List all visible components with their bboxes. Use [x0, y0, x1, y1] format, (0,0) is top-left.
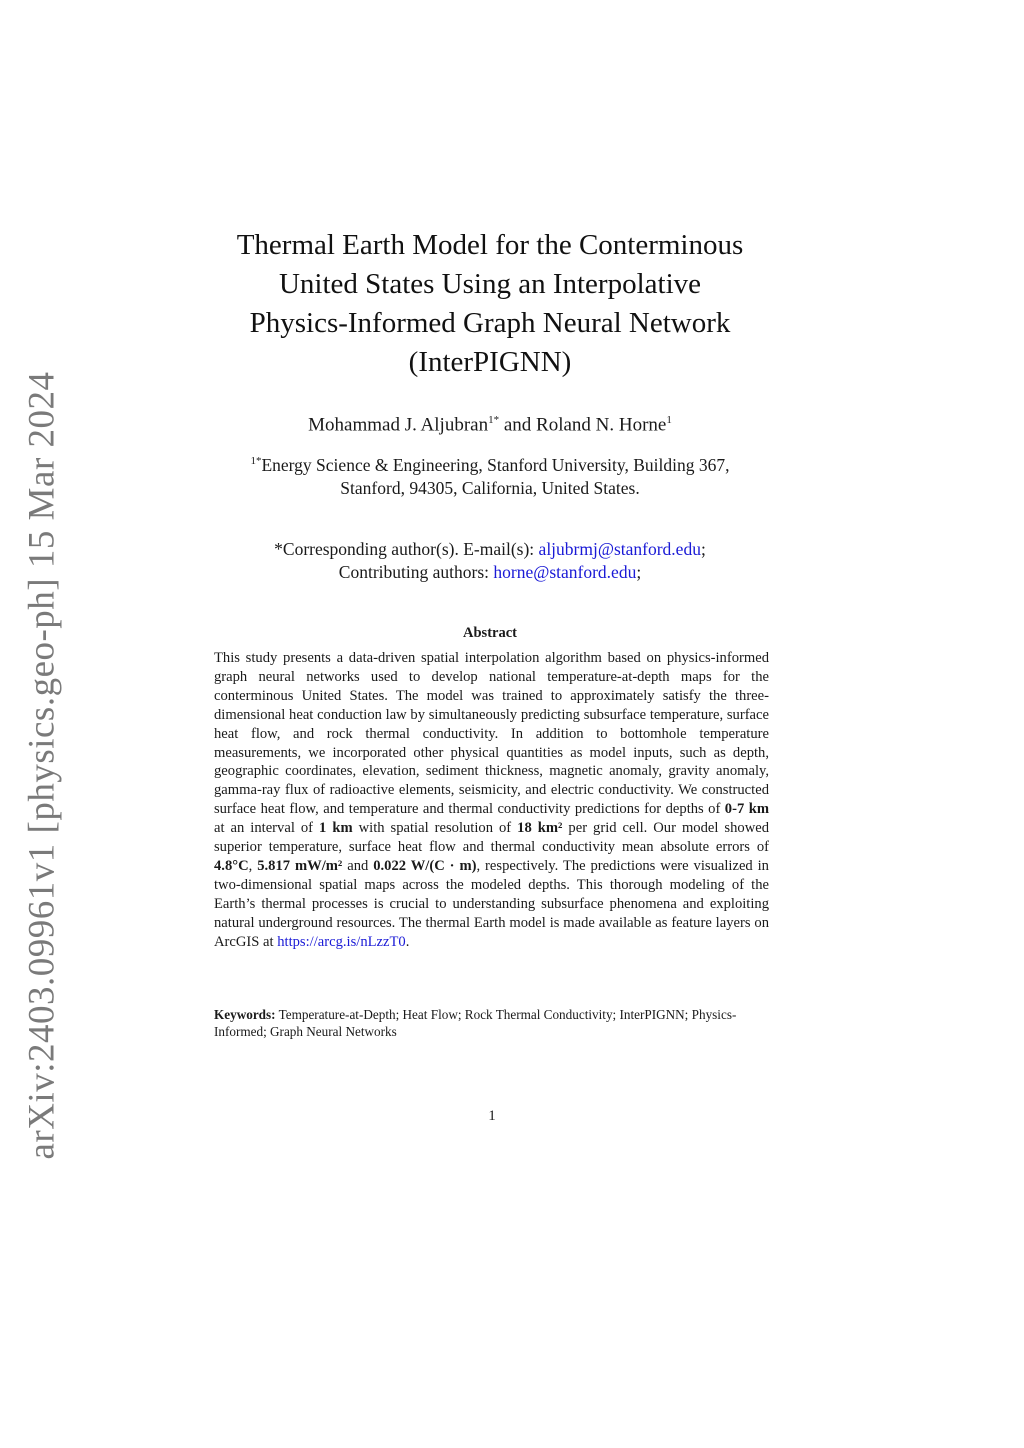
- author-name: Roland N. Horne: [536, 414, 667, 436]
- keywords: [214, 1006, 769, 1040]
- keywords-label: Keywords:: [214, 1007, 276, 1022]
- abstract-interval: 1 km: [319, 820, 353, 837]
- page-number: 1: [488, 1108, 496, 1124]
- keywords-text: Temperature-at-Depth; Heat Flow; Rock Thermal Conductivity; InterPIGNN; Physics-Informed; Graph Neural Networks: [214, 1007, 737, 1039]
- abstract-text: at an interval of: [214, 820, 314, 837]
- separator: ;: [636, 562, 642, 582]
- abstract-temperature-error: 4.8°C: [214, 857, 249, 874]
- abstract-text: and: [347, 857, 369, 874]
- affiliation-mark: 1*: [250, 455, 262, 467]
- contributing-label: Contributing authors:: [338, 562, 489, 582]
- affiliation: [205, 450, 775, 500]
- abstract-depths: 0-7 km: [724, 801, 769, 818]
- abstract-comma: ,: [248, 857, 253, 874]
- separator: ;: [700, 539, 706, 559]
- author-conjunction: and: [503, 414, 532, 436]
- title-line-2: United States Using an Interpolative: [278, 268, 701, 300]
- affiliation-line-2: Stanford, 94305, California, United States.: [340, 477, 640, 498]
- title-line-3: Physics-Informed Graph Neural Network: [249, 307, 731, 339]
- arxiv-sidebar-stamp: [2, 370, 82, 1160]
- contributing-email-link[interactable]: horne@stanford.edu: [493, 562, 637, 582]
- author-list: [200, 414, 780, 436]
- abstract-text: This study presents a data-driven spatial interpolation algorithm based on physics-informed graph neural networks used to develop national temperature-at-depth maps for the conterminous United States. The model was trained to approximately satisfy the three-dimensional heat conduction law by simultaneously predicting subsurface temperature, surface heat flow, and rock thermal conductivity. In addition to bottomhole temperature measurements, we incorporated other physical quantities as model inputs, such as depth, geographic coordinates, elevation, sediment thickness, magnetic anomaly, gravity anomaly, gamma-ray flux of radioactive elements, seismicity, and electric conductivity. We constructed surface heat flow, and temperature and thermal conductivity predictions for depths of: [214, 650, 769, 818]
- author-affiliation-mark: 1: [666, 414, 672, 426]
- affiliation-line-1: Energy Science & Engineering, Stanford University, Building 367,: [261, 454, 730, 475]
- arcgis-link[interactable]: https://arcg.is/nLzzT0: [277, 933, 406, 950]
- abstract-resolution: 18 km²: [517, 820, 563, 837]
- abstract-heading: Abstract: [463, 625, 517, 641]
- abstract-heatflow-error: 5.817 mW/m²: [257, 857, 343, 874]
- corresponding-label: *Corresponding author(s). E-mail(s):: [274, 539, 535, 559]
- corresponding-email-link[interactable]: aljubrmj@stanford.edu: [538, 539, 701, 559]
- abstract-text: , respectively. The predictions were visualized in two-dimensional spatial maps across the modeled depths. This thorough modeling of the Earth’s thermal processes is crucial to understanding subsurface phenomena and exploiting natural underground resources. The thermal Earth model is made available as feature layers on ArcGIS at: [214, 857, 769, 950]
- author-name: Mohammad J. Aljubran: [308, 414, 489, 436]
- abstract-body: [214, 649, 769, 952]
- abstract-text: per grid cell. Our model showed superior temperature, surface heat flow and thermal conductivity mean absolute errors of: [214, 820, 770, 856]
- title-line-4: (InterPIGNN): [408, 346, 572, 378]
- abstract-end: .: [405, 933, 410, 950]
- author-affiliation-mark: 1*: [488, 414, 500, 426]
- abstract-text: with spatial resolution of: [358, 820, 512, 837]
- abstract-conductivity-error: 0.022 W/(C · m): [373, 857, 477, 874]
- arxiv-id-text: arXiv:2403.09961v1 [physics.geo-ph] 15 Mar 2024: [21, 370, 63, 1160]
- title-line-1: Thermal Earth Model for the Conterminous: [236, 229, 744, 261]
- correspondence-block: [205, 538, 775, 584]
- abstract-paragraph: [214, 649, 769, 952]
- paper-title: [200, 226, 780, 382]
